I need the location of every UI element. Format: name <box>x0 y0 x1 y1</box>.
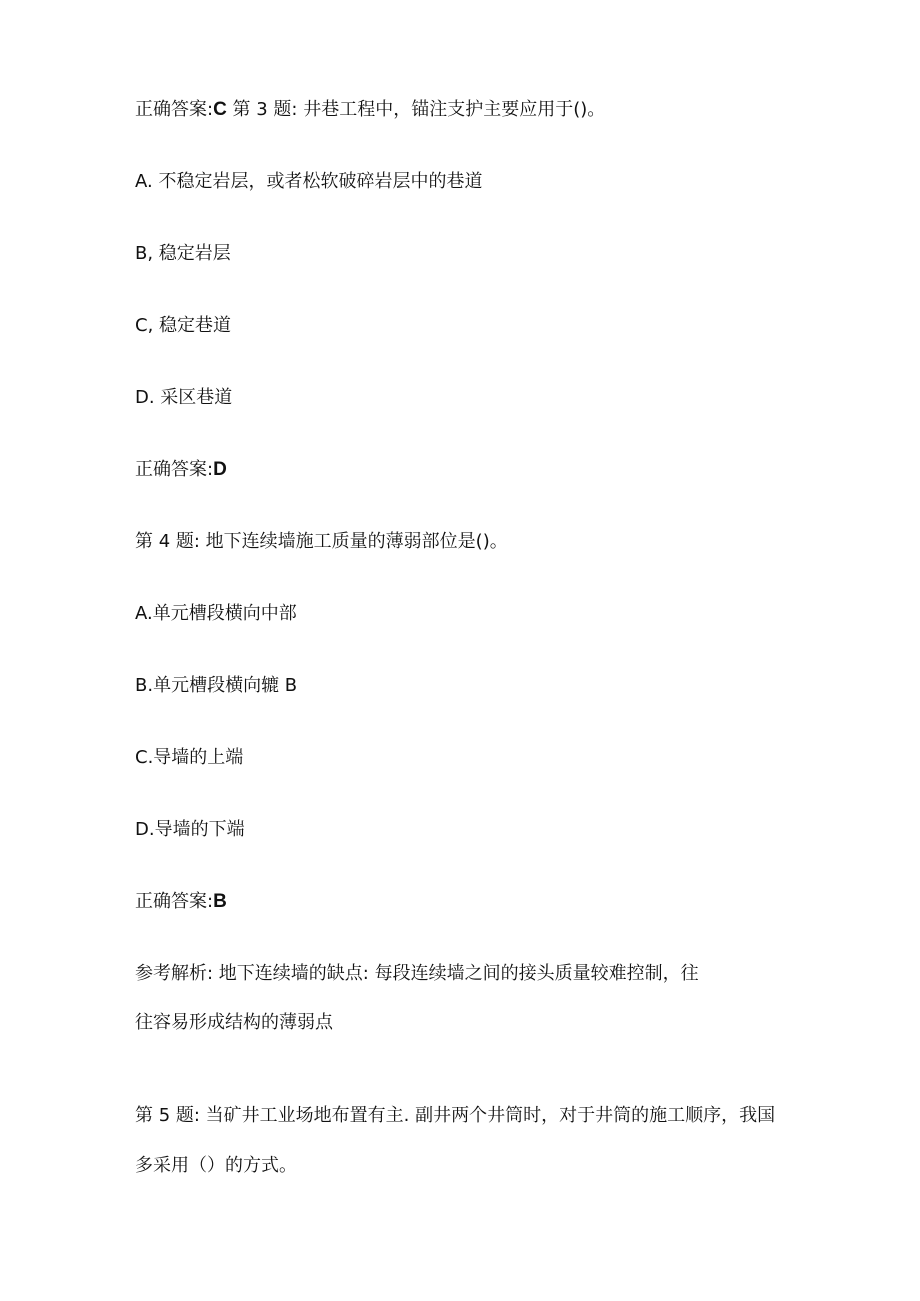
q4-option-c: C.导墙的上端 <box>135 747 244 768</box>
q5-question-line-1: 第 5 题: 当矿井工业场地布置有主. 副井两个井筒时，对于井筒的施工顺序，我国 <box>135 1105 776 1126</box>
q4-answer-label: 正确答案: <box>135 891 214 912</box>
q3-answer-value: D <box>213 459 227 480</box>
q4-answer-line <box>135 890 227 914</box>
q4-answer-value: B <box>213 891 227 912</box>
q4-option-b: B.单元槽段横向辘 B <box>135 675 298 696</box>
q3-question-line <box>135 98 605 122</box>
q3-answer-label: 正确答案: <box>135 459 214 480</box>
q3-option-b: B, 稳定岩层 <box>135 243 231 264</box>
q3-answer-line <box>135 458 227 482</box>
q4-question: 第 4 题: 地下连续墙施工质量的薄弱部位是()。 <box>135 531 508 552</box>
prev-answer-label: 正确答案: <box>135 99 214 120</box>
q3-option-a: A. 不稳定岩层，或者松软破碎岩层中的巷道 <box>135 171 483 192</box>
q4-option-a: A.单元槽段横向中部 <box>135 603 297 624</box>
q4-analysis-line-1: 参考解析: 地下连续墙的缺点: 每段连续墙之间的接头质量较难控制，往 <box>135 963 699 984</box>
q3-question-text: 第 3 题: 井巷工程中，锚注支护主要应用于()。 <box>226 99 606 120</box>
q4-option-d: D.导墙的下端 <box>135 819 245 840</box>
prev-answer-value: C <box>213 99 227 120</box>
q4-analysis-line-2: 往容易形成结构的薄弱点 <box>135 1012 333 1033</box>
q5-question-line-2: 多采用（）的方式。 <box>135 1155 297 1176</box>
q3-option-c: C, 稳定巷道 <box>135 315 232 336</box>
q3-option-d: D. 采区巷道 <box>135 387 233 408</box>
